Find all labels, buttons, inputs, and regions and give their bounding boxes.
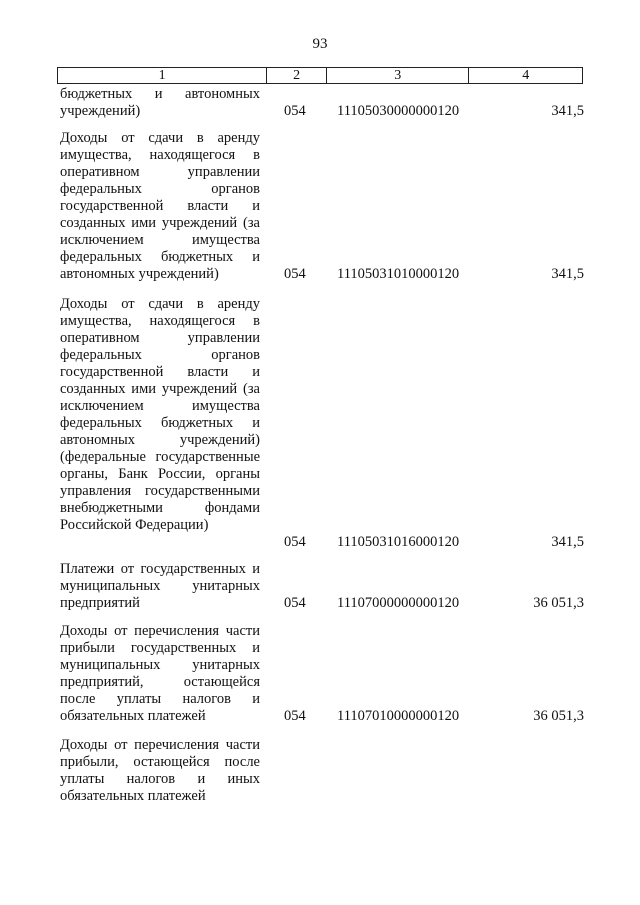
row-code: 054 bbox=[284, 595, 306, 611]
row-amount: 341,5 bbox=[551, 534, 584, 550]
page-number: 93 bbox=[312, 36, 328, 52]
table-row bbox=[60, 296, 586, 551]
row-amount: 341,5 bbox=[551, 266, 584, 282]
row-name: бюджетных и автономных учреждений) bbox=[60, 86, 260, 119]
row-kbk: 11105031010000120 bbox=[337, 266, 460, 282]
row-code: 054 bbox=[284, 534, 306, 550]
row-code: 054 bbox=[284, 103, 306, 119]
header-col-1: 1 bbox=[58, 68, 267, 83]
row-amount: 36 051,3 bbox=[533, 708, 584, 724]
table-row bbox=[60, 737, 586, 805]
row-kbk: 11107010000000120 bbox=[337, 708, 460, 724]
table-row bbox=[60, 86, 586, 120]
header-col-4: 4 bbox=[522, 68, 530, 83]
row-amount: 36 051,3 bbox=[533, 595, 584, 611]
table-row bbox=[60, 561, 586, 612]
row-name: Платежи от государственных и муниципальных унитарных предприятий bbox=[60, 561, 260, 611]
table-header bbox=[57, 67, 583, 84]
row-kbk: 11107000000000120 bbox=[337, 595, 460, 611]
table-row bbox=[60, 130, 586, 283]
header-col-3: 3 bbox=[327, 68, 469, 83]
row-code: 054 bbox=[284, 708, 306, 724]
row-name: Доходы от сдачи в аренду имущества, находящегося в оперативном управлении федеральных органов государственной власти и созданных ими учреждений (за исключением имущества федеральных бюджетных и автономных учреждений) (федеральные государственные органы, Банк России, органы управления государственными внебюджетными фондами Российской Федерации) bbox=[60, 296, 260, 533]
row-amount: 341,5 bbox=[551, 103, 584, 119]
row-kbk: 11105030000000120 bbox=[337, 103, 460, 119]
row-kbk: 11105031016000120 bbox=[337, 534, 460, 550]
row-name: Доходы от перечисления части прибыли государственных и муниципальных унитарных предприятий, остающейся после уплаты налогов и обязательных платежей bbox=[60, 623, 260, 724]
header-col-2: 2 bbox=[267, 68, 327, 83]
row-code: 054 bbox=[284, 266, 306, 282]
table-row bbox=[60, 623, 586, 725]
row-name: Доходы от перечисления части прибыли, остающейся после уплаты налогов и иных обязательных платежей bbox=[60, 737, 260, 804]
row-name: Доходы от сдачи в аренду имущества, находящегося в оперативном управлении федеральных органов государственной власти и созданных ими учреждений (за исключением имущества федеральных бюджетных и автономных учреждений) bbox=[60, 130, 260, 282]
